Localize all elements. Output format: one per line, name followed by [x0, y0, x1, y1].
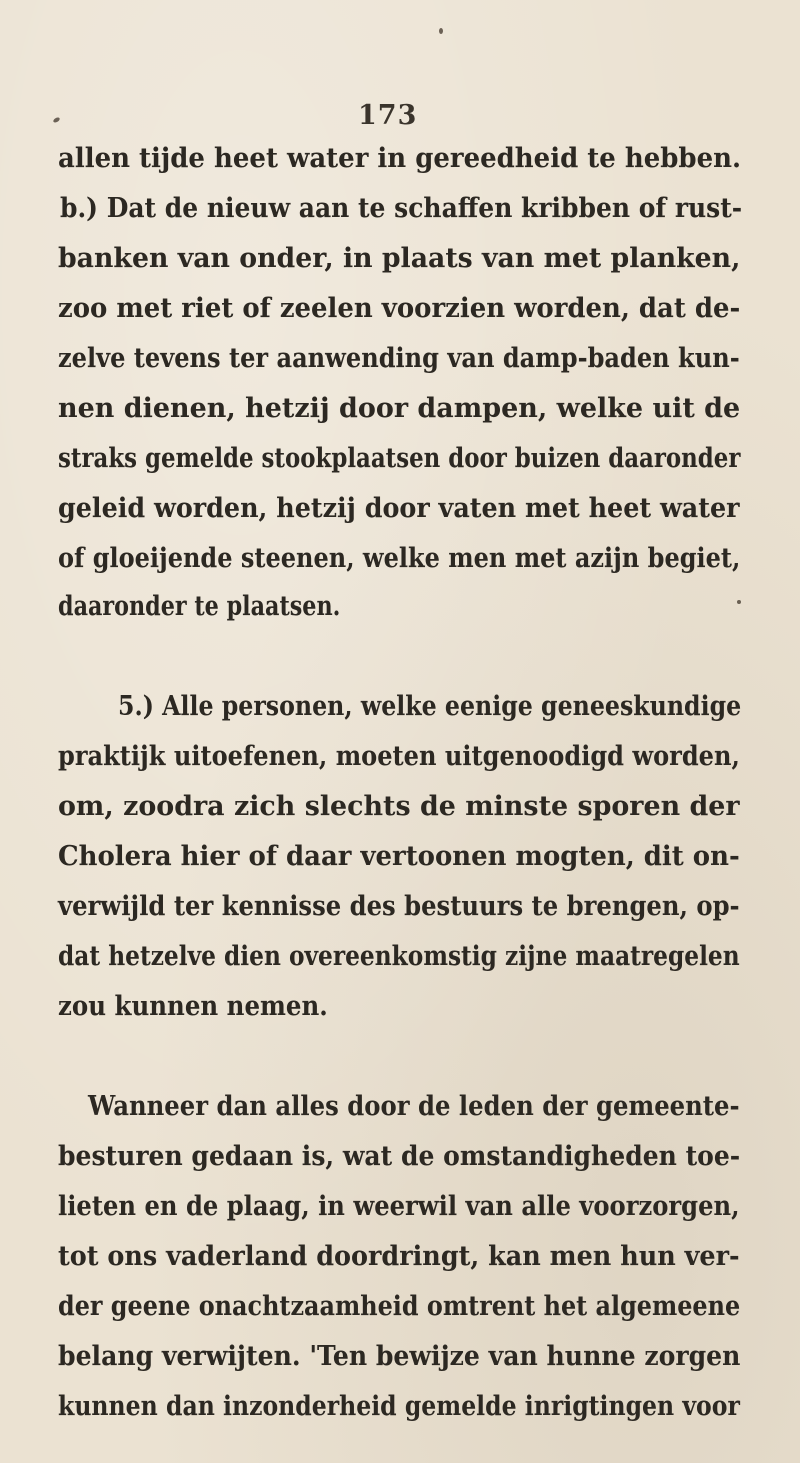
- ink-speck: [52, 117, 60, 124]
- text-line: zou kunnen nemen.: [58, 991, 328, 1022]
- text-line: 5.) Alle personen, welke eenige geneeskundige: [118, 691, 742, 722]
- text-line: allen tijde heet water in gereedheid te hebben.: [58, 143, 742, 174]
- text-line: Cholera hier of daar vertoonen mogten, dit on-: [58, 841, 740, 872]
- text-line: dat hetzelve dien overeenkomstig zijne maatregelen: [58, 941, 740, 972]
- text-line: b.) Dat de nieuw aan te schaffen kribben of rust-: [60, 193, 743, 224]
- text-line: belang verwijten. 'Ten bewijze van hunne zorgen: [58, 1341, 741, 1372]
- text-line: praktijk uitoefenen, moeten uitgenoodigd worden,: [58, 741, 740, 772]
- text-line: verwijld ter kennisse des bestuurs te brengen, op-: [58, 891, 740, 922]
- text-line: om, zoodra zich slechts de minste sporen der: [58, 791, 740, 822]
- page-number: 173: [358, 100, 418, 131]
- text-line: daaronder te plaatsen.: [58, 591, 341, 622]
- text-line: tot ons vaderland doordringt, kan men hun ver-: [58, 1241, 740, 1272]
- text-line: nen dienen, hetzij door dampen, welke uit de: [58, 393, 741, 424]
- ink-speck: [737, 600, 741, 604]
- text-line: lieten en de plaag, in weerwil van alle voorzorgen,: [58, 1191, 740, 1222]
- text-line: zoo met riet of zeelen voorzien worden, dat de-: [58, 293, 741, 324]
- text-line: geleid worden, hetzij door vaten met heet water: [58, 493, 740, 524]
- ink-speck: [439, 28, 443, 34]
- text-line: der geene onachtzaamheid omtrent het algemeene: [58, 1291, 741, 1322]
- text-line: Wanneer dan alles door de leden der gemeente-: [88, 1091, 740, 1122]
- text-line: of gloeijende steenen, welke men met azijn begiet,: [58, 543, 741, 574]
- text-line: straks gemelde stookplaatsen door buizen daaronder: [58, 443, 741, 474]
- text-line: zelve tevens ter aanwending van damp-baden kun-: [58, 343, 740, 374]
- text-line: besturen gedaan is, wat de omstandigheden toe-: [58, 1141, 741, 1172]
- text-line: banken van onder, in plaats van met planken,: [58, 243, 741, 274]
- text-line: kunnen dan inzonderheid gemelde inrigtingen voor: [58, 1391, 740, 1422]
